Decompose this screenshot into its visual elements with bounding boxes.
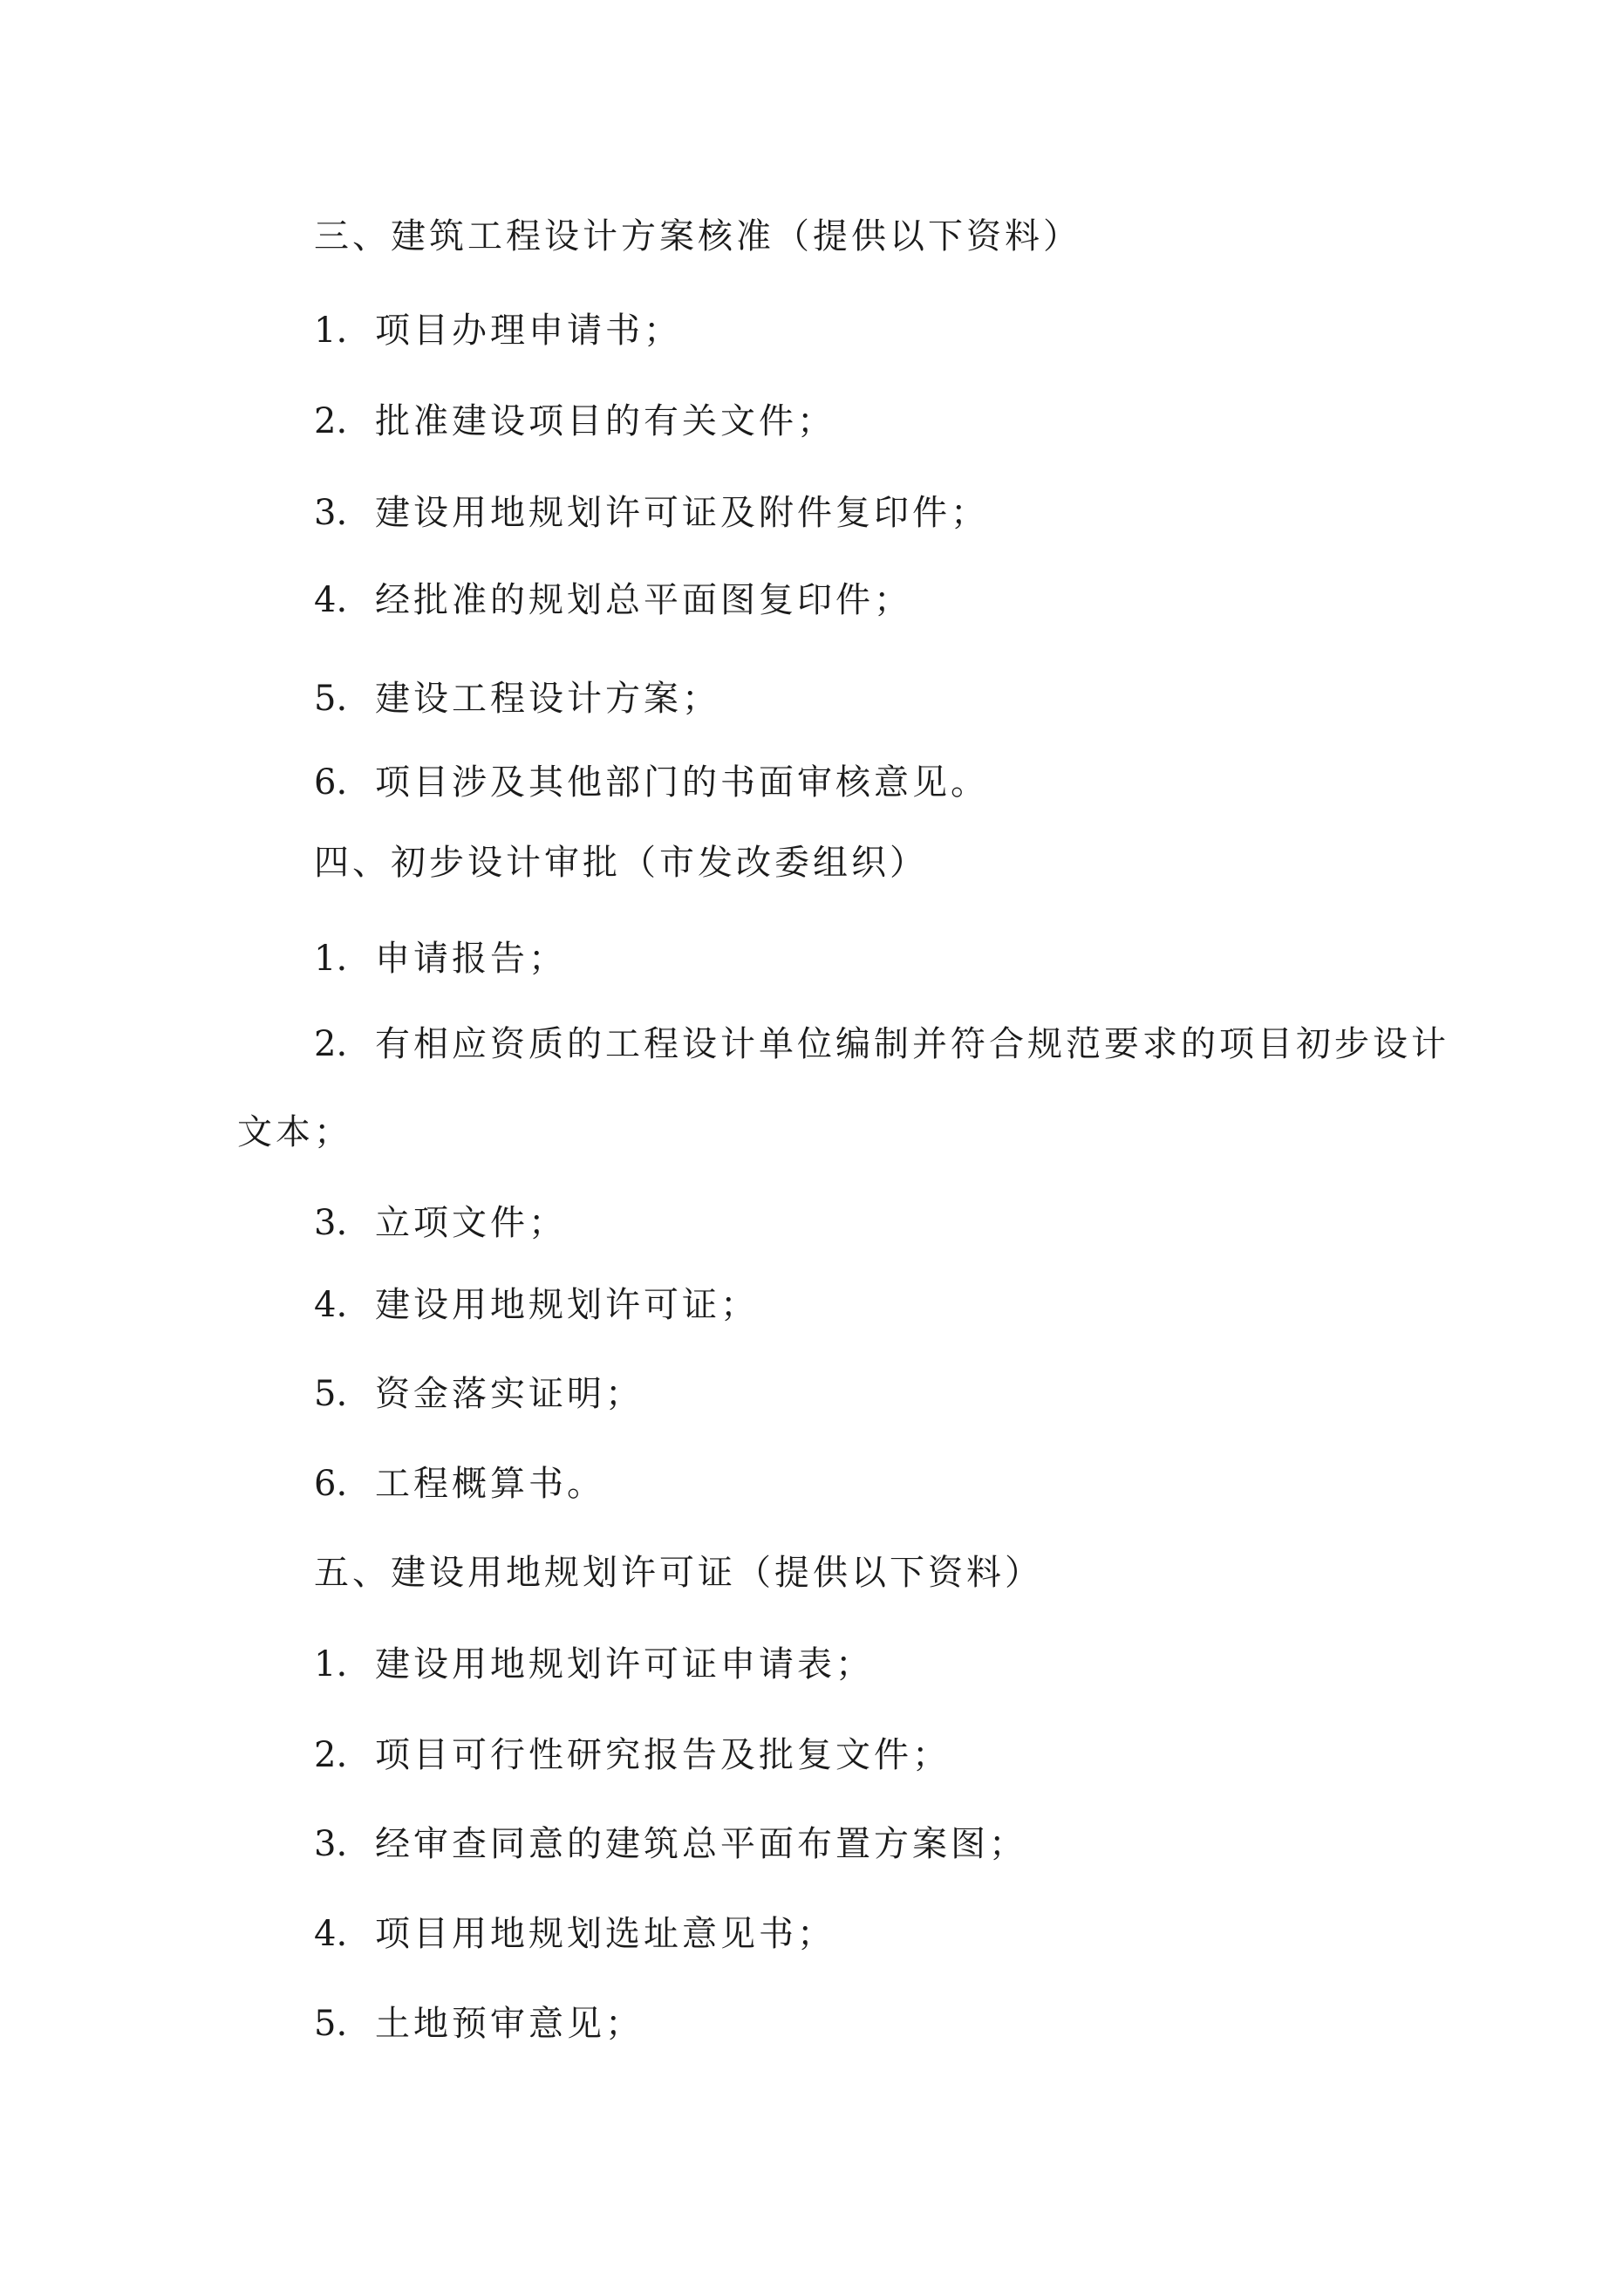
item-text: 项目可行性研究报告及批复文件； — [375, 1735, 951, 1775]
item-number: 4. — [314, 1914, 348, 1954]
item-number: 6. — [314, 762, 348, 803]
item-text: 资金落实证明； — [375, 1374, 644, 1414]
item-text: 建设用地规划许可证申请表； — [375, 1644, 874, 1684]
item-number: 3. — [314, 1203, 348, 1243]
list-item — [314, 762, 989, 803]
list-item — [314, 1202, 567, 1244]
item-text: 项目办理申请书； — [375, 311, 682, 351]
list-item — [314, 492, 989, 534]
item-number: 6. — [314, 1464, 348, 1504]
item-text: 建设用地规划许可证； — [375, 1285, 759, 1325]
item-number: 3. — [314, 1824, 348, 1864]
list-item — [314, 1823, 1027, 1865]
item-number: 5. — [314, 679, 348, 719]
item-number: 2. — [314, 1735, 348, 1775]
item-number: 2. — [314, 401, 348, 441]
item-number: 4. — [314, 1285, 348, 1325]
item-number: 5. — [314, 2004, 348, 2044]
item-text: 申请报告； — [375, 939, 567, 979]
item-text: 项目用地规划选址意见书； — [375, 1914, 835, 1954]
item-text: 土地预审意见； — [375, 2004, 644, 2044]
item-text: 工程概算书。 — [375, 1464, 605, 1504]
list-item — [314, 400, 835, 442]
section-heading: 四、初步设计审批（市发改委组织） — [314, 843, 928, 883]
item-text: 立项文件； — [375, 1203, 567, 1243]
list-item — [314, 1373, 644, 1415]
item-text: 建设工程设计方案； — [375, 679, 720, 719]
item-number: 2. — [314, 1024, 348, 1064]
list-item — [314, 678, 720, 720]
list-item — [314, 1463, 605, 1505]
item-text: 项目涉及其他部门的书面审核意见。 — [375, 762, 989, 803]
item-number: 4. — [314, 580, 348, 620]
list-item — [314, 1913, 835, 1955]
list-item — [314, 310, 682, 352]
section-heading: 五、建设用地规划许可证（提供以下资料） — [314, 1553, 1043, 1593]
list-item — [314, 2003, 644, 2045]
item-continuation: 文本； — [237, 1112, 352, 1152]
list-item — [314, 1023, 1449, 1065]
item-text: 经批准的规划总平面图复印件； — [375, 580, 912, 620]
item-number: 5. — [314, 1374, 348, 1414]
item-text: 建设用地规划许可证及附件复印件； — [375, 493, 989, 533]
list-item — [314, 1734, 951, 1776]
list-item — [314, 579, 912, 621]
item-number: 1. — [314, 939, 348, 979]
item-number: 1. — [314, 311, 348, 351]
item-text: 有相应资质的工程设计单位编制并符合规范要求的项目初步设计 — [375, 1024, 1449, 1064]
item-text: 经审查同意的建筑总平面布置方案图； — [375, 1824, 1027, 1864]
item-number: 3. — [314, 493, 348, 533]
section-heading: 三、建筑工程设计方案核准（提供以下资料） — [314, 216, 1081, 256]
list-item — [314, 1284, 759, 1326]
list-item — [314, 1643, 874, 1685]
item-text: 批准建设项目的有关文件； — [375, 401, 835, 441]
list-item — [314, 938, 567, 980]
item-number: 1. — [314, 1644, 348, 1684]
